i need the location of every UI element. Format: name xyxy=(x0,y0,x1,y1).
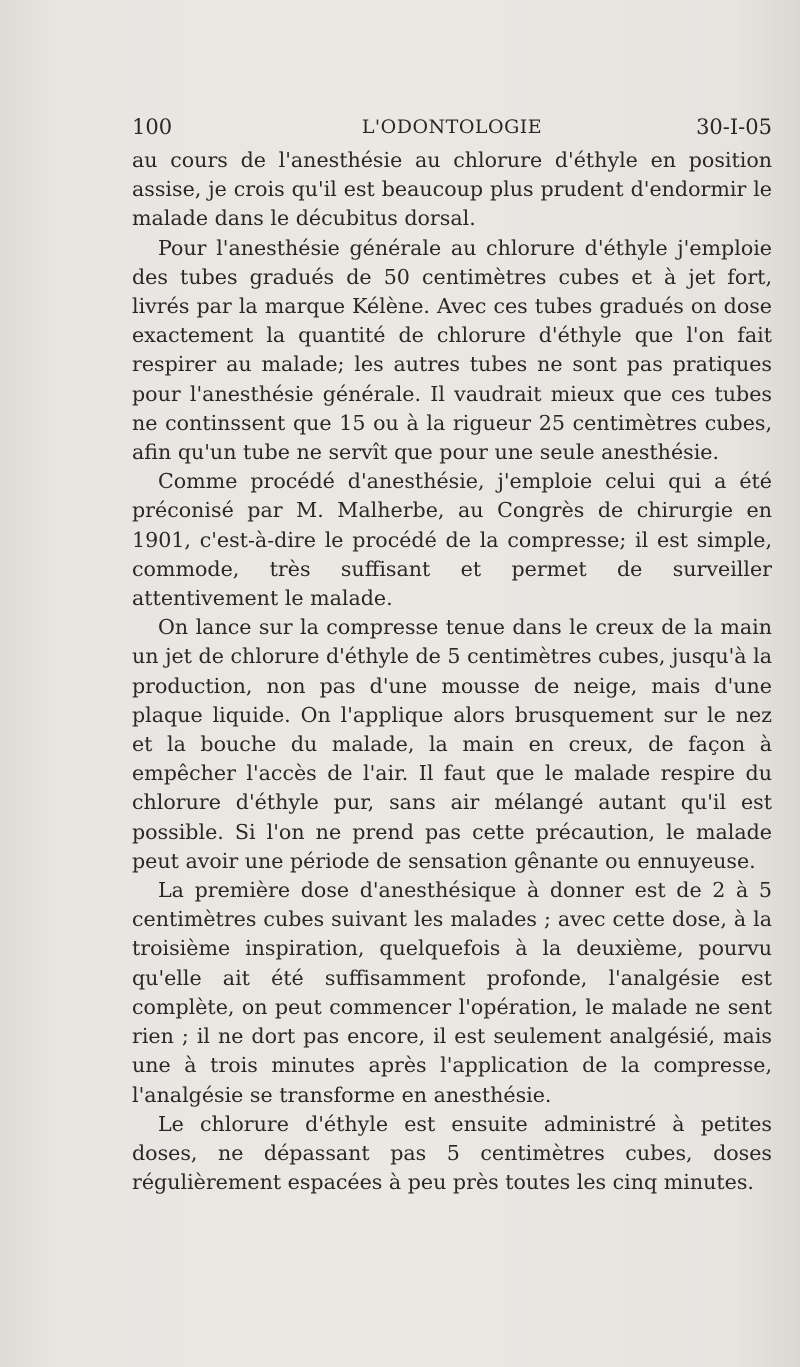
issue-date: 30-I-05 xyxy=(696,115,772,139)
paragraph-subsequent-doses: Le chlorure d'éthyle est ensuite administré à petites doses, ne dépassant pas 5 centimètres cubes, doses régulièrement espacées à peu près toutes les cinq minutes. xyxy=(132,1111,772,1195)
running-head xyxy=(132,112,772,142)
paragraph-first-dose: La première dose d'anesthésique à donner est de 2 à 5 centimètres cubes suivant les malades ; avec cette dose, à la troisième inspiration, quelquefois à la deuxième, pourvu qu'elle ait été suffisamment profonde, l'analgésie est complète, on peut commencer l'opération, le malade ne sent rien ; il ne dort pas encore, il est seulement analgésié, mais une à trois minutes après l'application de la compresse, l'analgésie se transforme en anesthésie. xyxy=(132,878,772,1107)
page-number: 100 xyxy=(132,115,173,139)
body-text xyxy=(132,146,772,1197)
paragraph-compress: On lance sur la compresse tenue dans le creux de la main un jet de chlorure d'éthyle de 5 centimètres cubes, jusqu'à la production, non pas d'une mousse de neige, mais d'une plaque liquide. On l'applique alors brusquement sur le nez et la bouche du malade, la main en creux, de façon à empêcher l'accès de l'air. Il faut que le malade respire du chlorure d'éthyle pur, sans air mélangé autant qu'il est possible. Si l'on ne prend pas cette précaution, le malade peut avoir une période de sensation gênante ou ennuyeuse. xyxy=(132,615,772,873)
journal-title: L'ODONTOLOGIE xyxy=(361,116,543,138)
paragraph-continued: au cours de l'anesthésie au chlorure d'éthyle en position assise, je crois qu'il est beaucoup plus prudent d'endormir le malade dans le décubitus dorsal. xyxy=(132,148,772,231)
paragraph-tubes: Pour l'anesthésie générale au chlorure d'éthyle j'emploie des tubes gradués de 50 centimètres cubes et à jet fort, livrés par la marque Kélène. Avec ces tubes gradués on dose exactement la quantité de chlorure d'éthyle que l'on fait respirer au malade; les autres tubes ne sont pas pratiques pour l'anesthésie générale. Il vaudrait mieux que ces tubes ne continssent que 15 ou à la rigueur 25 centimètres cubes, afin qu'un tube ne servît que pour une seule anesthésie. xyxy=(132,235,772,465)
paragraph-procedure: Comme procédé d'anesthésie, j'emploie celui qui a été préconisé par M. Malherbe, au Congrès de chirurgie en 1901, c'est-à-dire le procédé de la compresse; il est simple, commode, très suffisant et permet de surveiller attentivement le malade. xyxy=(132,469,772,611)
